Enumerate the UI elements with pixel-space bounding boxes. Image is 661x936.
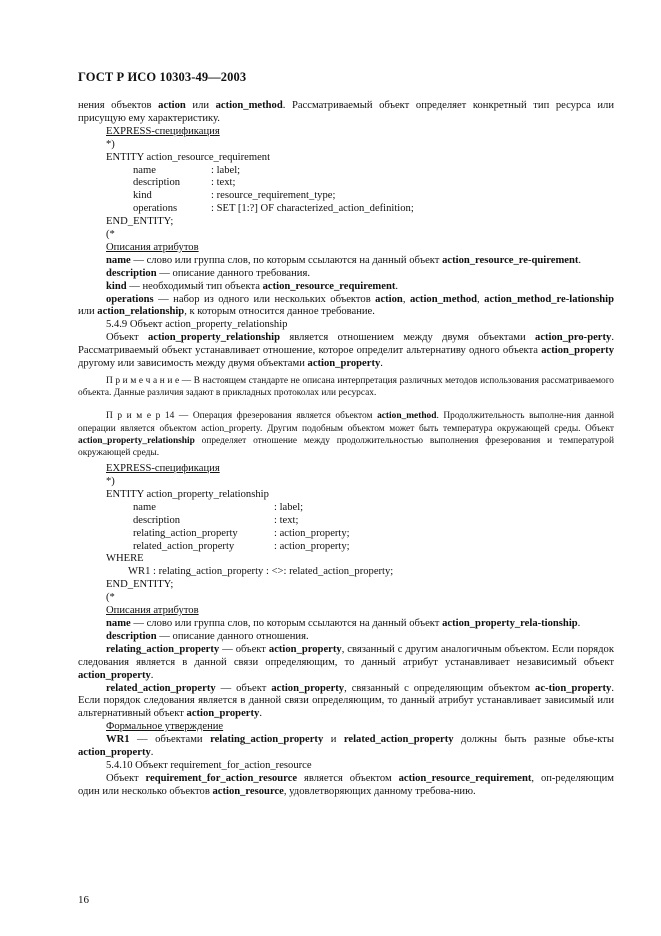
note-paragraph: П р и м е ч а н и е — В настоящем стандарте не описана интерпретация различных методов использования рассматриваемого объекта. Данные различия задают в прикладных протоколах или ресурсах.	[78, 375, 614, 399]
formal-statement-label: Формальное утверждение	[106, 721, 224, 733]
comment-close-2: *)	[106, 476, 115, 488]
section-5-4-10-heading: 5.4.10 Объект requirement_for_action_resource	[106, 759, 312, 771]
attr-desc-label-2: Описания атрибутов	[106, 605, 199, 617]
entity-attrs-2: name : label; description : text; relating_action_property : action_property; related_action_property : action_property;	[133, 501, 350, 552]
where-rule-wr1: WR1 : relating_action_property : <>: related_action_property;	[128, 566, 394, 578]
express-spec-label-2: EXPRESS-спецификация	[106, 463, 220, 475]
comment-open-1: (*	[106, 229, 115, 240]
attr-desc-label-1: Описания атрибутов	[106, 241, 199, 253]
formal-statement-wr1: WR1 — объектами relating_action_property и related_action_property должны быть разные объе-кты action_property.	[78, 734, 614, 759]
document-page	[78, 70, 614, 799]
attr-related-desc: related_action_property — объект action_property, связанный с определяющим объектом ac-tion_property. Если порядок следования является в данной связи определяющим, то данный атрибут устанавливает зависимый или альтернативный объект action_property.	[78, 682, 615, 720]
page-number: 16	[78, 894, 89, 906]
entity-attrs-1: name : label; description : text; kind : resource_requirement_type; operations : SET [1:?] OF characterized_action_definition;	[133, 164, 414, 215]
attr-kind-desc: kind — необходимый тип объекта action_resource_requirement.	[106, 280, 399, 292]
attr-relating-desc: relating_action_property — объект action_property, связанный с другим аналогичным объектом. Если порядок следования является в данной связи определяющим, то данный атрибут устанавливает независимый объект action_property.	[78, 643, 614, 681]
attr-name-desc-1: name — слово или группа слов, по которым ссылаются на данный объект action_resource_re-quirement.	[106, 254, 582, 266]
intro-paragraph: нения объектов action или action_method. Рассматриваемый объект определяет конкретный тип ресурса или присущую ему характеристику.	[78, 100, 614, 124]
attr-description-desc-2: description — описание данного отношения.	[106, 630, 309, 642]
page-header: ГОСТ Р ИСО 10303-49—2003	[78, 70, 247, 84]
end-entity-1: END_ENTITY;	[106, 216, 174, 228]
attr-description-desc-1: description — описание данного требования.	[106, 267, 310, 279]
express-spec-label-1: EXPRESS-спецификация	[106, 125, 220, 137]
comment-close-1: *)	[106, 138, 115, 150]
attr-operations-desc: operations — набор из одного или нескольких объектов action, action_method, action_method_re-lationship или action_relationship, к которым относится данное требование.	[78, 293, 615, 318]
example-paragraph: П р и м е р 14 — Операция фрезерования является объектом action_method. Продолжительность выполне-ния данной операции является объектом action_property. Другим подобным объектом может быть температура окружающей среды. Объект action_property_relationship определяет отношение между продолжительностью выполнения фрезерования и температурой окружающей среды.	[78, 411, 614, 458]
where-keyword: WHERE	[106, 553, 144, 565]
entity-header-2: ENTITY action_property_relationship	[106, 489, 269, 500]
section-5-4-9-body: Объект action_property_relationship является отношением между двумя объектами action_pro-perty. Рассматриваемый объект устанавливает отношение, которое определит альтернативу одного объекта action_property другому или зависимость между двумя объектами action_property.	[78, 332, 614, 370]
entity-header-1: ENTITY action_resource_requirement	[106, 151, 271, 163]
attr-name-desc-2: name — слово или группа слов, по которым ссылаются на данный объект action_property_rela-tionship.	[106, 618, 581, 629]
comment-open-2: (*	[106, 592, 115, 604]
section-5-4-9-heading: 5.4.9 Объект action_property_relationship	[106, 319, 288, 331]
section-5-4-10-body: Объект requirement_for_action_resource является объектом action_resource_requirement, оп-ределяющим один или несколько объектов action_resource, удовлетворяющих данному требова-нию.	[78, 772, 614, 797]
end-entity-2: END_ENTITY;	[106, 579, 174, 591]
